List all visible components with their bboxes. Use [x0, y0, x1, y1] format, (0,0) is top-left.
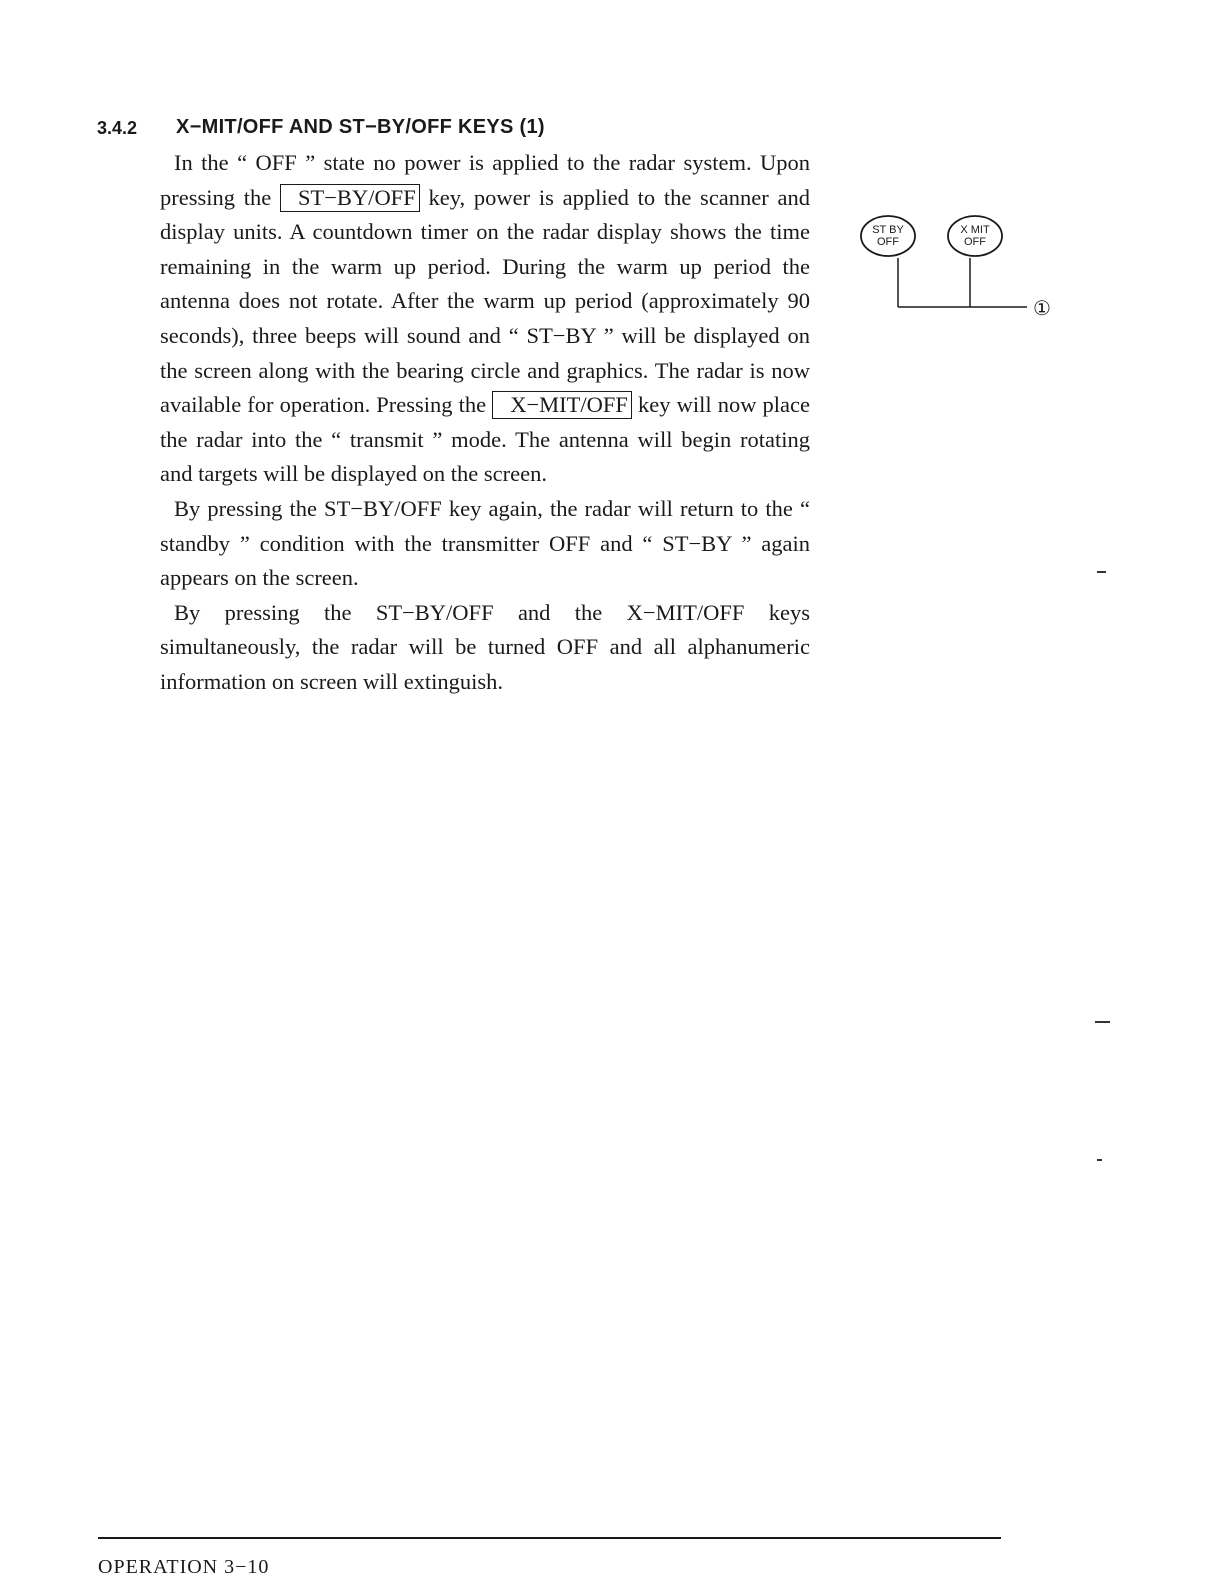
paragraph-2: By pressing the ST−BY/OFF key again, the radar will return to the “ standby ” condition with the transmitter OFF and “ ST−BY ” again appears on the screen. — [160, 495, 810, 591]
paragraph-3: By pressing the ST−BY/OFF and the X−MIT/OFF keys simultaneously, the radar will be turned OFF and all alphanumeric information on screen will extinguish. — [160, 599, 810, 694]
footer-page-label: OPERATION 3−10 — [98, 1556, 270, 1578]
key-diagram — [855, 210, 1075, 330]
st-by-off-key-icon — [861, 216, 915, 256]
x-mit-off-key-icon — [948, 216, 1002, 256]
x-mit-off-key-top-label: X MIT — [960, 224, 990, 236]
callout-number: ① — [1033, 296, 1051, 320]
section-title: X−MIT/OFF AND ST−BY/OFF KEYS (1) — [176, 116, 545, 138]
leader-lines — [898, 258, 1027, 307]
x-mit-off-key-bottom-label: OFF — [964, 236, 986, 248]
section-number: 3.4.2 — [97, 118, 138, 138]
st-by-off-key-top-label: ST BY — [872, 224, 904, 236]
x-mit-off-key-label: X−MIT/OFF — [492, 391, 632, 419]
p1-text-a: In the “ OFF ” state no power is applied to the radar system. Upon pressing the — [160, 150, 810, 210]
p1-text-b: key, power is applied to the scanner and display units. A countdown timer on the radar display shows the time remaining in the warm up period. During the warm up period the antenna does not rotate. After the warm up period (approximately 90 seconds), three beeps will sound and “ ST−BY ” will be displayed on the screen along with the bearing circle and graphics. The radar is now available for operation. Pressing the — [160, 184, 811, 418]
body-text — [160, 146, 810, 700]
scan-speck — [1097, 1159, 1102, 1161]
p1-text-c: key will now place the radar into the “ transmit ” mode. The antenna will begin rotating and targets will be displayed on the screen. — [160, 392, 810, 487]
paragraph-1 — [160, 146, 810, 492]
st-by-off-key-label: ST−BY/OFF — [280, 184, 420, 212]
scan-speck — [1095, 1021, 1110, 1023]
footer-rule — [98, 1537, 1001, 1539]
scan-speck — [1097, 571, 1106, 573]
st-by-off-key-bottom-label: OFF — [877, 236, 899, 248]
